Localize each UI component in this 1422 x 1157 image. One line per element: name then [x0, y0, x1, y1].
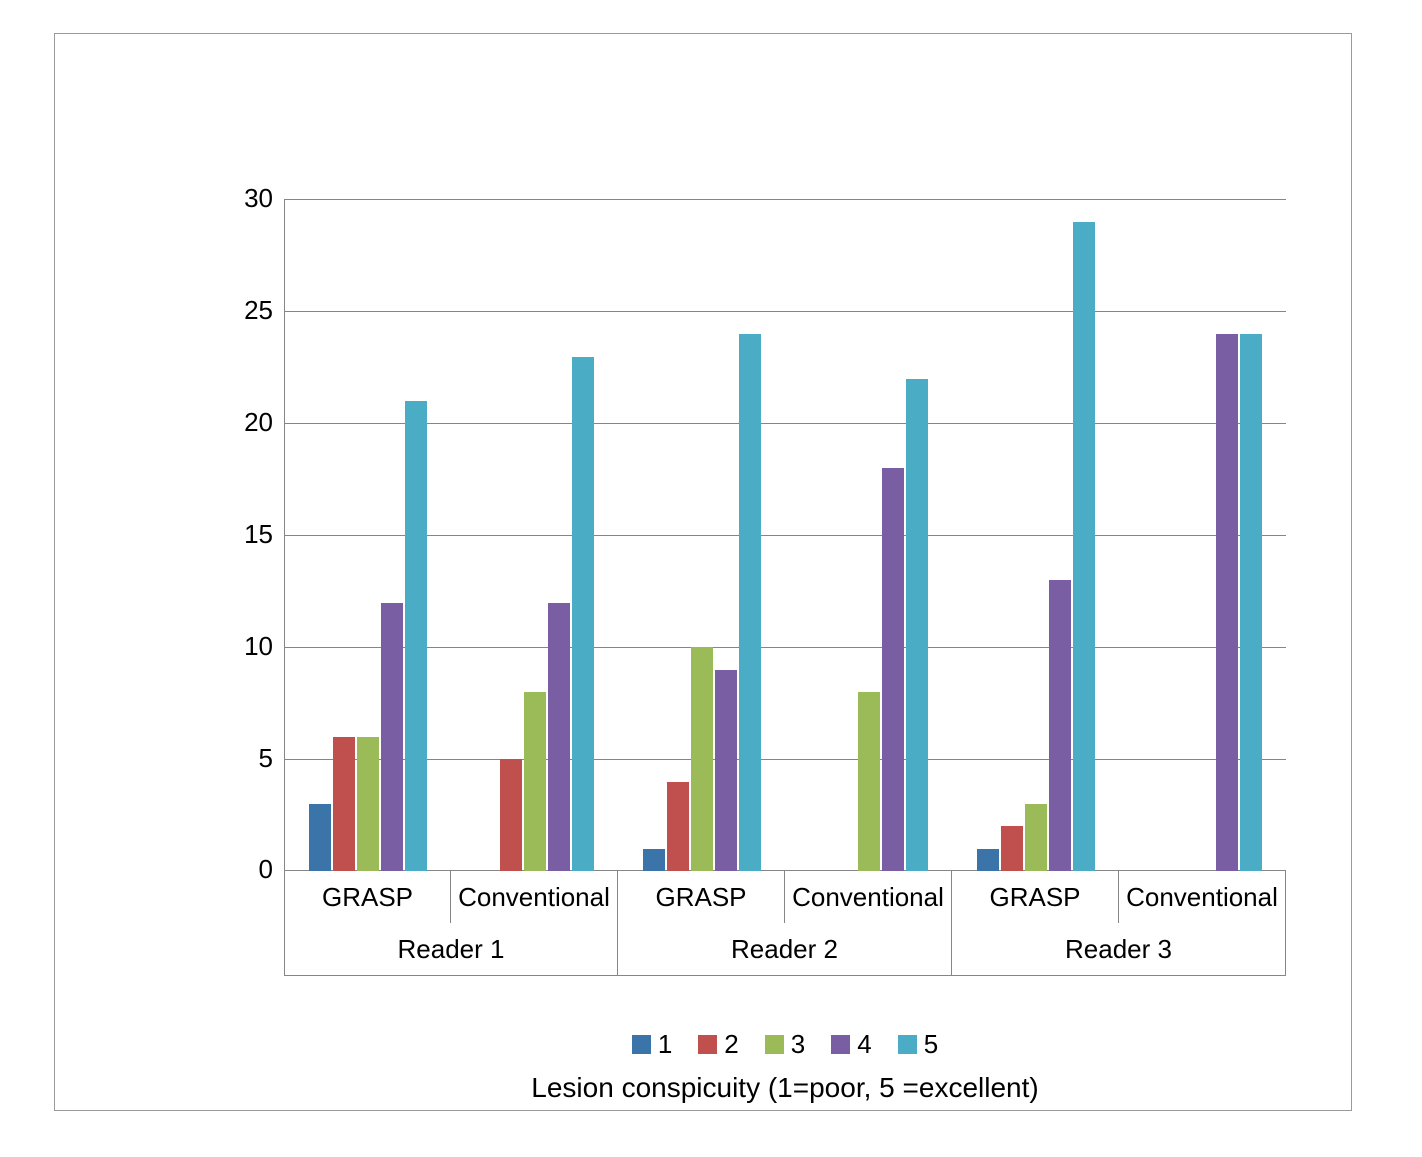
legend-item[interactable]	[765, 1029, 805, 1060]
legend-label: 1	[657, 1029, 673, 1059]
legend-item[interactable]	[698, 1029, 738, 1060]
bar	[882, 468, 904, 871]
bar	[1001, 826, 1023, 871]
category-axis	[284, 871, 1286, 976]
bar	[667, 782, 689, 871]
chart-frame	[54, 33, 1352, 1111]
y-tick-label: 20	[244, 407, 273, 437]
bar	[739, 334, 761, 871]
subgroup-label-row	[284, 871, 1286, 923]
legend-item[interactable]	[898, 1029, 938, 1060]
legend-item[interactable]	[632, 1029, 672, 1060]
y-tick-label: 0	[258, 854, 273, 884]
chart-legend	[284, 1029, 1286, 1060]
legend-swatch-icon	[698, 1035, 717, 1054]
subgroup-label-r2-conventional: Conventional	[785, 871, 952, 923]
legend-label: 3	[790, 1029, 806, 1059]
bar	[500, 759, 522, 871]
legend-label: 4	[857, 1029, 872, 1059]
group-label-row	[284, 923, 1286, 976]
group-label-reader-1: Reader 1	[284, 923, 618, 975]
subgroup-label-r3-conventional: Conventional	[1119, 871, 1286, 923]
bar	[357, 737, 379, 871]
bar	[381, 603, 403, 871]
legend-item[interactable]	[831, 1029, 871, 1060]
bar	[405, 401, 427, 871]
plot-area	[244, 183, 1286, 884]
legend-label: 5	[923, 1029, 939, 1059]
bar	[858, 692, 880, 871]
subgroup-label-r1-conventional: Conventional	[451, 871, 618, 923]
legend-label: 2	[724, 1029, 739, 1059]
y-tick-label: 30	[244, 183, 273, 213]
subgroup-label-r3-grasp: GRASP	[952, 871, 1119, 923]
bar	[643, 849, 665, 871]
group-label-reader-3: Reader 3	[952, 923, 1286, 975]
y-tick-label: 15	[244, 519, 273, 549]
bar	[333, 737, 355, 871]
bar	[524, 692, 546, 871]
bar	[1240, 334, 1262, 871]
bar	[1073, 222, 1095, 871]
group-label-reader-2: Reader 2	[618, 923, 952, 975]
bar	[977, 849, 999, 871]
subgroup-label-r1-grasp: GRASP	[284, 871, 451, 923]
legend-swatch-icon	[898, 1035, 917, 1054]
x-axis-title: Lesion conspicuity (1=poor, 5 =excellent)	[531, 1072, 1039, 1103]
bar	[572, 357, 594, 871]
bar	[548, 603, 570, 871]
y-tick-label: 25	[244, 295, 273, 325]
legend-swatch-icon	[765, 1035, 784, 1054]
legend-swatch-icon	[831, 1035, 850, 1054]
legend-swatch-icon	[632, 1035, 651, 1054]
bar	[715, 670, 737, 871]
bar	[1049, 580, 1071, 871]
bar	[1025, 804, 1047, 871]
bar	[309, 804, 331, 871]
bar	[1216, 334, 1238, 871]
bar-layer	[284, 199, 1286, 871]
bar	[906, 379, 928, 871]
subgroup-label-r2-grasp: GRASP	[618, 871, 785, 923]
y-tick-label: 5	[258, 743, 273, 773]
y-tick-label: 10	[244, 631, 273, 661]
bar	[691, 647, 713, 871]
